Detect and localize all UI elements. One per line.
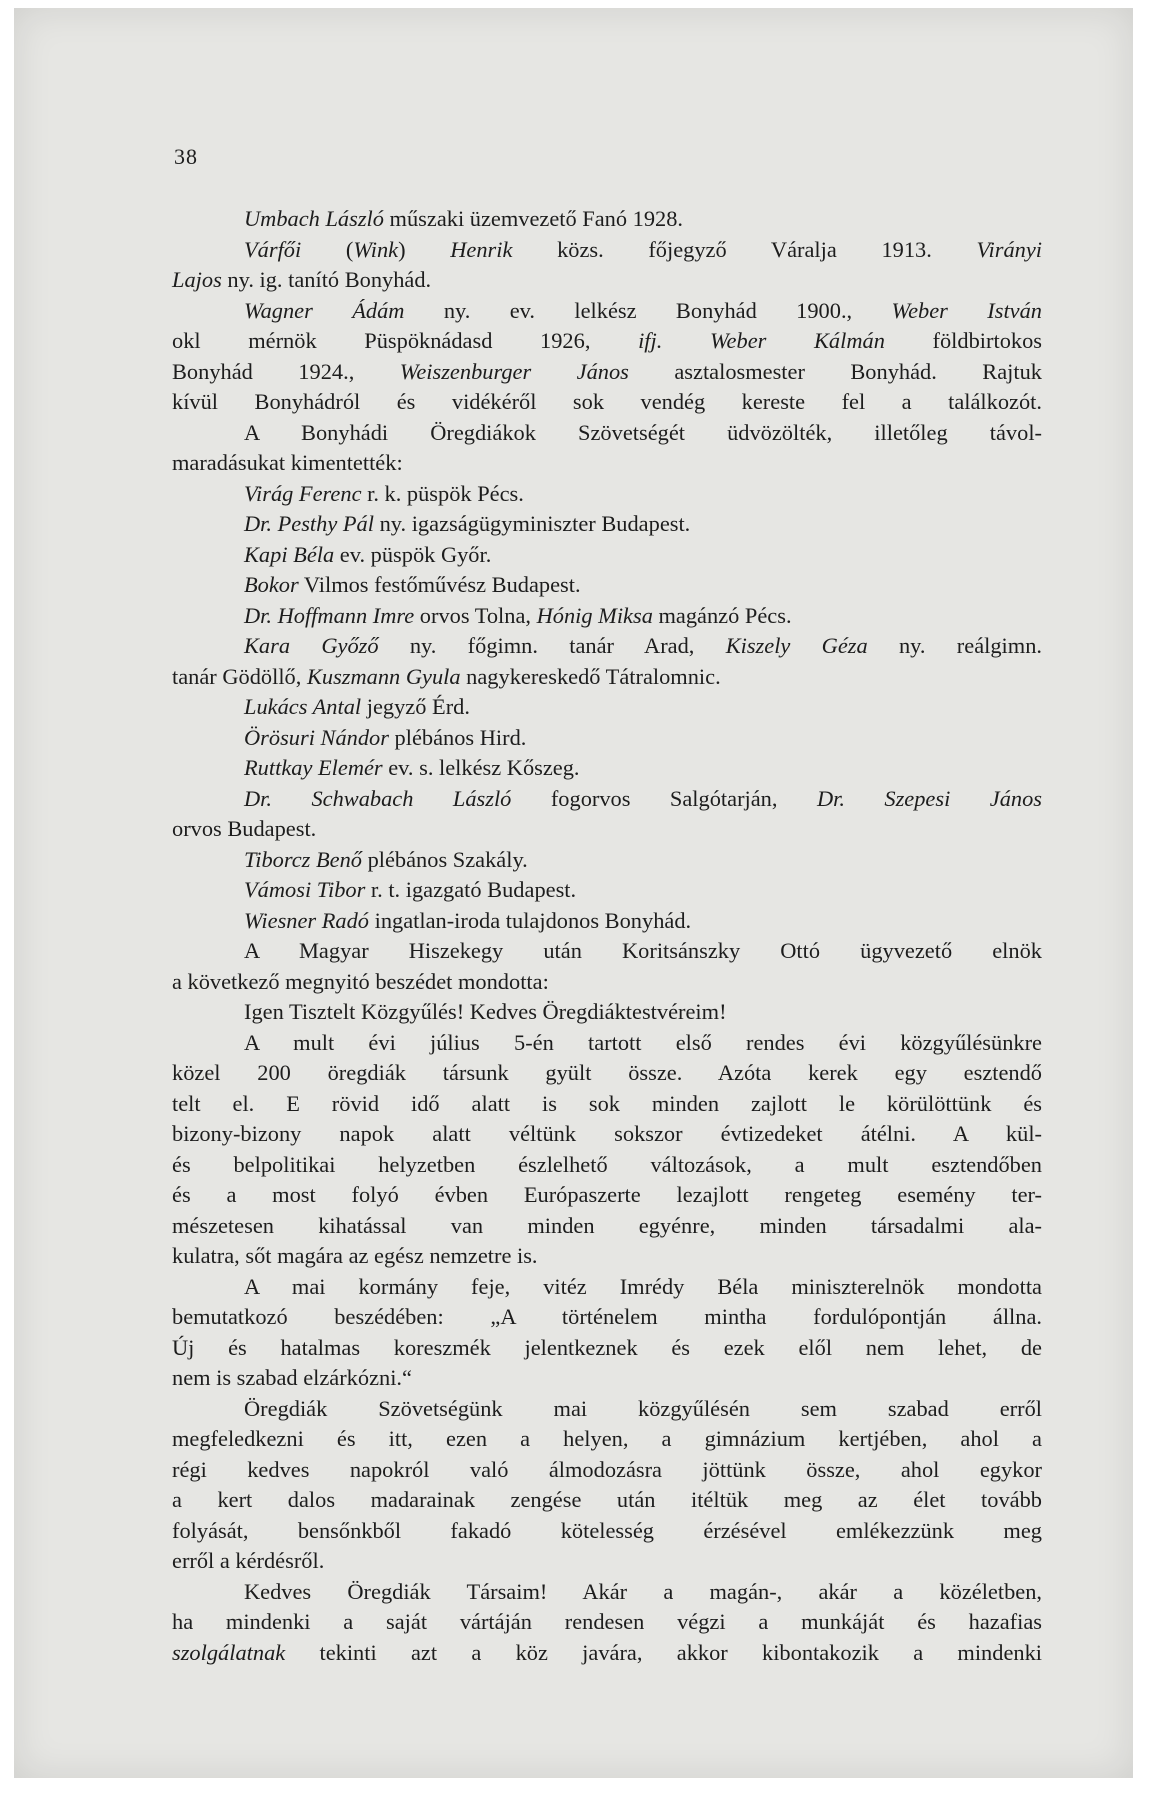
text-line <box>172 936 1042 967</box>
italic-name: Virág Ferenc <box>244 480 362 506</box>
text-line <box>172 204 1042 235</box>
text-run: Vilmos festőművész Budapest. <box>298 572 581 597</box>
text-line <box>172 1058 1042 1089</box>
italic-name: Wink <box>353 236 399 262</box>
italic-name: Wiesner Radó <box>244 907 369 933</box>
text-line <box>172 1424 1042 1455</box>
text-run: ( <box>301 236 354 262</box>
text-line <box>172 387 1042 418</box>
italic-name: Virányi <box>976 236 1042 262</box>
text-line <box>172 1577 1042 1608</box>
text-run: nem is szabad elzárkózni.“ <box>172 1365 412 1390</box>
text-run: ny. igazságügyminiszter Budapest. <box>373 511 691 536</box>
italic-name: Kuszmann Gyula <box>306 663 461 689</box>
text-run: ) <box>398 236 451 262</box>
text-line <box>172 1638 1042 1669</box>
page-number: 38 <box>174 144 198 169</box>
text-run: és a most folyó évben Európaszerte lezajlott rengeteg esemény ter- <box>172 1182 1042 1207</box>
text-run: maradásukat kimentették: <box>172 450 403 475</box>
italic-name: Kara Győző <box>244 633 379 658</box>
text-line <box>172 784 1042 815</box>
page-text <box>172 204 1042 1668</box>
text-line <box>172 814 1042 845</box>
text-line <box>172 1150 1042 1181</box>
text-run: A mai kormány feje, vitéz Imrédy Béla miniszterelnök mondotta <box>244 1273 1042 1299</box>
text-run: kívül Bonyhádról és vidékéről sok vendég kereste fel a találkozót. <box>172 389 1042 414</box>
text-run: A Bonyhádi Öregdiákok Szövetségét üdvözölték, illetőleg távol- <box>244 419 1042 445</box>
text-run: közs. főjegyző Váralja 1913. <box>512 236 977 262</box>
italic-name: Hónig Miksa <box>536 602 653 628</box>
text-run: és belpolitikai helyzetben észlelhető változások, a mult esztendőben <box>172 1151 1042 1177</box>
text-line <box>172 1272 1042 1303</box>
italic-name: Tiborcz Benő <box>244 846 362 872</box>
text-run: műszaki üzemvezető Fanó 1928. <box>383 206 684 231</box>
text-line <box>172 967 1042 998</box>
text-run: kulatra, sőt magára az egész nemzetre is. <box>172 1243 538 1268</box>
italic-name: Wagner Ádám <box>244 297 405 323</box>
text-run: ev. püspök Győr. <box>334 541 492 567</box>
text-line <box>172 296 1042 327</box>
italic-name: Dr. Pesthy Pál <box>244 511 374 536</box>
text-line <box>172 845 1042 876</box>
italic-name: Lukács Antal <box>244 694 362 719</box>
italic-name: Dr. Szepesi János <box>816 785 1042 811</box>
italic-name: szolgálatnak <box>172 1639 286 1665</box>
text-line <box>172 1119 1042 1150</box>
text-line <box>172 1607 1042 1638</box>
text-line <box>172 540 1042 571</box>
text-line <box>172 509 1042 540</box>
text-run: bizony-bizony napok alatt véltünk sokszor évtizedeket átélni. A kül- <box>172 1121 1042 1146</box>
text-run: régi kedves napokról való álmodozásra jöttünk össze, ahol egykor <box>172 1456 1042 1482</box>
text-run: megfeledkezni és itt, ezen a helyen, a gimnázium kertjében, ahol a <box>172 1426 1042 1451</box>
text-line <box>172 235 1042 266</box>
text-run: plébános Szakály. <box>361 846 528 872</box>
text-run: okl mérnök Püspöknádasd 1926, <box>172 328 639 353</box>
text-run: r. k. püspök Pécs. <box>361 480 524 506</box>
text-run: folyását, bensőnkből fakadó kötelesség érzésével emlékezzünk meg <box>172 1517 1042 1543</box>
italic-name: Bokor <box>244 572 299 597</box>
text-line <box>172 479 1042 510</box>
text-run: mészetesen kihatással van minden egyénre, minden társadalmi ala- <box>172 1212 1042 1238</box>
text-run: közel 200 öregdiák társunk gyült össze. Azóta kerek egy esztendő <box>172 1060 1042 1085</box>
text-run: nagykereskedő Tátralomnic. <box>460 663 721 689</box>
text-line <box>172 1455 1042 1486</box>
italic-name: ifj. Weber Kálmán <box>638 328 885 353</box>
italic-name: Vámosi Tibor <box>244 877 366 902</box>
text-run: A mult évi július 5-én tartott első rendes évi közgyűlésünkre <box>244 1029 1042 1055</box>
italic-name: Weiszenburger János <box>399 358 629 384</box>
text-line <box>172 662 1042 693</box>
text-run: Igen Tisztelt Közgyűlés! Kedves Öregdiáktestvéreim! <box>244 999 727 1024</box>
text-run: fogorvos Salgótarján, <box>511 785 817 811</box>
italic-name: Várfői <box>244 236 302 262</box>
text-line <box>172 1302 1042 1333</box>
text-line <box>172 1363 1042 1394</box>
text-line <box>172 1516 1042 1547</box>
italic-name: Umbach László <box>244 206 384 231</box>
text-line <box>172 326 1042 357</box>
italic-name: Kapi Béla <box>244 541 335 567</box>
text-line <box>172 997 1042 1028</box>
text-run: tanár Gödöllő, <box>172 663 307 689</box>
text-line <box>172 1546 1042 1577</box>
text-run: telt el. E rövid idő alatt is sok minden zajlott le körülöttünk és <box>172 1090 1042 1116</box>
text-run: plébános Hird. <box>388 724 527 750</box>
text-run: ny. reálgimn. <box>867 633 1042 658</box>
text-run: bemutatkozó beszédében: „A történelem mintha fordulópontján állna. <box>172 1304 1042 1329</box>
text-run: jegyző Érd. <box>361 694 470 719</box>
text-line <box>172 1028 1042 1059</box>
text-run: A Magyar Hiszekegy után Koritsánszky Ottó ügyvezető elnök <box>244 938 1042 963</box>
italic-name: Weber István <box>891 297 1042 323</box>
text-line <box>172 631 1042 662</box>
text-run: asztalosmester Bonyhád. Rajtuk <box>628 358 1042 384</box>
text-line <box>172 448 1042 479</box>
text-line <box>172 1241 1042 1272</box>
text-line <box>172 265 1042 296</box>
italic-name: Dr. Schwabach László <box>244 785 512 811</box>
text-line <box>172 906 1042 937</box>
text-run: ev. s. lelkész Kőszeg. <box>382 755 580 780</box>
text-run: r. t. igazgató Budapest. <box>365 877 577 902</box>
text-line <box>172 418 1042 449</box>
text-line <box>172 1211 1042 1242</box>
text-run: ha mindenki a saját vártáján rendesen végzi a munkáját és hazafias <box>172 1609 1042 1634</box>
text-line <box>172 601 1042 632</box>
text-run: erről a kérdésről. <box>172 1548 325 1573</box>
text-run: a következő megnyitó beszédet mondotta: <box>172 968 549 994</box>
text-run: földbirtokos <box>884 328 1042 353</box>
text-line <box>172 723 1042 754</box>
text-run: Kedves Öregdiák Társaim! Akár a magán-, akár a közéletben, <box>244 1578 1042 1604</box>
text-line <box>172 570 1042 601</box>
text-run: a kert dalos madarainak zengése után itéltük meg az élet tovább <box>172 1487 1042 1512</box>
italic-name: Ruttkay Elemér <box>244 755 383 780</box>
italic-name: Örösuri Nándor <box>244 724 389 750</box>
text-run: magánzó Pécs. <box>652 602 792 628</box>
text-line <box>172 753 1042 784</box>
text-line <box>172 875 1042 906</box>
text-line <box>172 1394 1042 1425</box>
italic-name: Dr. Hoffmann Imre <box>244 602 415 628</box>
text-run: ingatlan-iroda tulajdonos Bonyhád. <box>369 907 692 933</box>
text-run: Bonyhád 1924., <box>172 358 400 384</box>
text-run: Új és hatalmas koreszmék jelentkeznek és ezek elől nem lehet, de <box>172 1334 1042 1360</box>
text-run: orvos Tolna, <box>414 602 537 628</box>
text-line <box>172 1333 1042 1364</box>
text-line <box>172 692 1042 723</box>
text-run: ny. ev. lelkész Bonyhád 1900., <box>404 297 892 323</box>
text-line <box>172 1485 1042 1516</box>
italic-name: Kiszely Géza <box>725 633 868 658</box>
text-run: ny. főgimn. tanár Arad, <box>378 633 726 658</box>
text-run: Öregdiák Szövetségünk mai közgyűlésén sem szabad erről <box>244 1395 1042 1421</box>
text-run: tekinti azt a köz javára, akkor kibontakozik a mindenki <box>285 1639 1042 1665</box>
text-line <box>172 357 1042 388</box>
italic-name: Henrik <box>450 236 513 262</box>
text-line <box>172 1089 1042 1120</box>
book-page <box>14 8 1133 1778</box>
text-run: ny. ig. tanító Bonyhád. <box>221 267 432 292</box>
text-run: orvos Budapest. <box>172 816 317 841</box>
text-line <box>172 1180 1042 1211</box>
italic-name: Lajos <box>172 267 222 292</box>
